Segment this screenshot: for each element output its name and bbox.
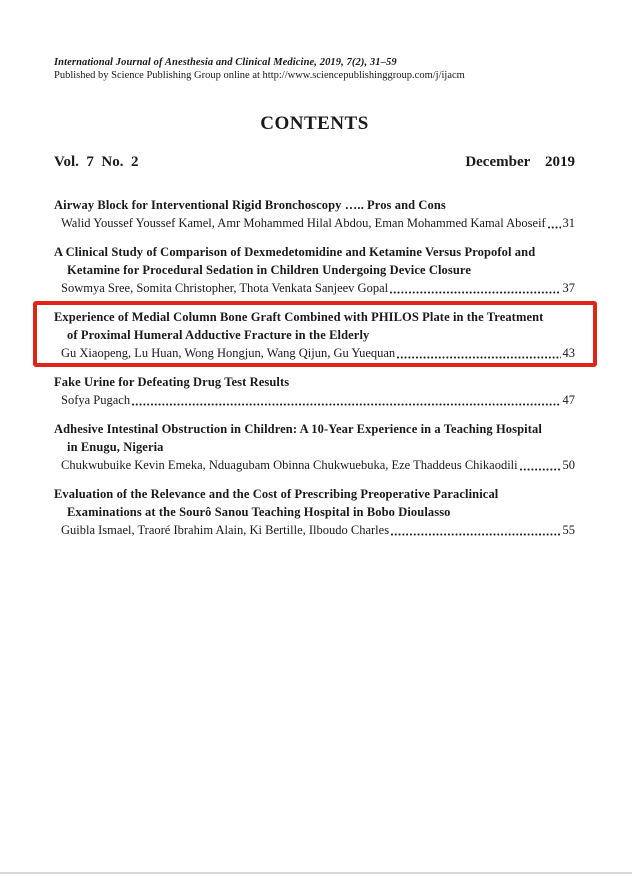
dot-leader: [390, 291, 560, 294]
entry-authors: Guibla Ismael, Traoré Ibrahim Alain, Ki Bertille, Ilboudo Charles: [61, 523, 390, 537]
entry-title: [54, 308, 575, 344]
publisher-line: Published by Science Publishing Group online at http://www.sciencepublishinggroup.com/j/ijacm: [54, 70, 465, 81]
entry-title: [54, 373, 575, 391]
entry-page-number: 43: [562, 346, 575, 360]
dot-leader: [132, 403, 560, 406]
toc-entry-4[interactable]: [54, 373, 575, 409]
toc-entry-1[interactable]: [54, 196, 575, 232]
toc-entries: [54, 196, 575, 539]
entry-authors: Walid Youssef Youssef Kamel, Amr Mohammed Hilal Abdou, Eman Mohammed Kamal Aboseif: [61, 216, 546, 230]
entry-author-row: [54, 456, 575, 474]
entry-title-line: Airway Block for Interventional Rigid Bronchoscopy ….. Pros and Cons: [54, 198, 446, 212]
entry-title: [54, 243, 575, 279]
entry-authors: Sowmya Sree, Somita Christopher, Thota Venkata Sanjeev Gopal: [61, 281, 389, 295]
entry-title-line: Fake Urine for Defeating Drug Test Results: [54, 375, 290, 389]
entry-page-number: 37: [562, 281, 575, 295]
entry-page-number: 31: [562, 216, 575, 230]
entry-page-number: 55: [562, 523, 575, 537]
entry-title-line: Adhesive Intestinal Obstruction in Children: A 10-Year Experience in a Teaching Hospital: [54, 422, 542, 436]
entry-author-row: [54, 521, 575, 539]
journal-header: [54, 56, 575, 82]
entry-page-number: 50: [562, 458, 575, 472]
entry-title-line: Evaluation of the Relevance and the Cost of Prescribing Preoperative Paraclinical: [54, 487, 499, 501]
entry-title-line: A Clinical Study of Comparison of Dexmedetomidine and Ketamine Versus Propofol and: [54, 245, 536, 259]
contents-title: CONTENTS: [260, 113, 369, 134]
volume-date-row: [54, 152, 575, 172]
entry-author-row: [54, 214, 575, 232]
entry-title: [54, 485, 575, 521]
entry-title-line: Ketamine for Procedural Sedation in Children Undergoing Device Closure: [67, 263, 471, 277]
volume-label: Vol. 7 No. 2: [54, 154, 139, 170]
issue-date: December 2019: [465, 154, 575, 170]
dot-leader: [397, 356, 560, 359]
entry-title: [54, 196, 575, 214]
toc-entry-2[interactable]: [54, 243, 575, 297]
entry-author-row: [54, 279, 575, 297]
entry-authors: Gu Xiaopeng, Lu Huan, Wong Hongjun, Wang Qijun, Gu Yuequan: [61, 346, 396, 360]
dot-leader: [520, 468, 561, 471]
dot-leader: [548, 226, 561, 229]
entry-authors: Chukwubuike Kevin Emeka, Nduagubam Obinna Chukwuebuka, Eze Thaddeus Chikaodili: [61, 458, 518, 472]
entry-title-line: Experience of Medial Column Bone Graft Combined with PHILOS Plate in the Treatment: [54, 310, 544, 324]
entry-title-line: Examinations at the Sourô Sanou Teaching Hospital in Bobo Dioulasso: [67, 505, 451, 519]
entry-title: [54, 420, 575, 456]
entry-page-number: 47: [562, 393, 575, 407]
entry-authors: Sofya Pugach: [61, 393, 131, 407]
journal-citation: International Journal of Anesthesia and Clinical Medicine, 2019, 7(2), 31–59: [54, 57, 397, 68]
toc-entry-6[interactable]: [54, 485, 575, 539]
entry-author-row: [54, 344, 575, 362]
dot-leader: [391, 533, 560, 536]
toc-entry-5[interactable]: [54, 420, 575, 474]
entry-author-row: [54, 391, 575, 409]
entry-title-line: of Proximal Humeral Adductive Fracture in the Elderly: [67, 328, 370, 342]
toc-entry-3[interactable]: [54, 308, 575, 362]
entry-title-line: in Enugu, Nigeria: [67, 440, 164, 454]
page-edge-shadow: [0, 872, 632, 874]
